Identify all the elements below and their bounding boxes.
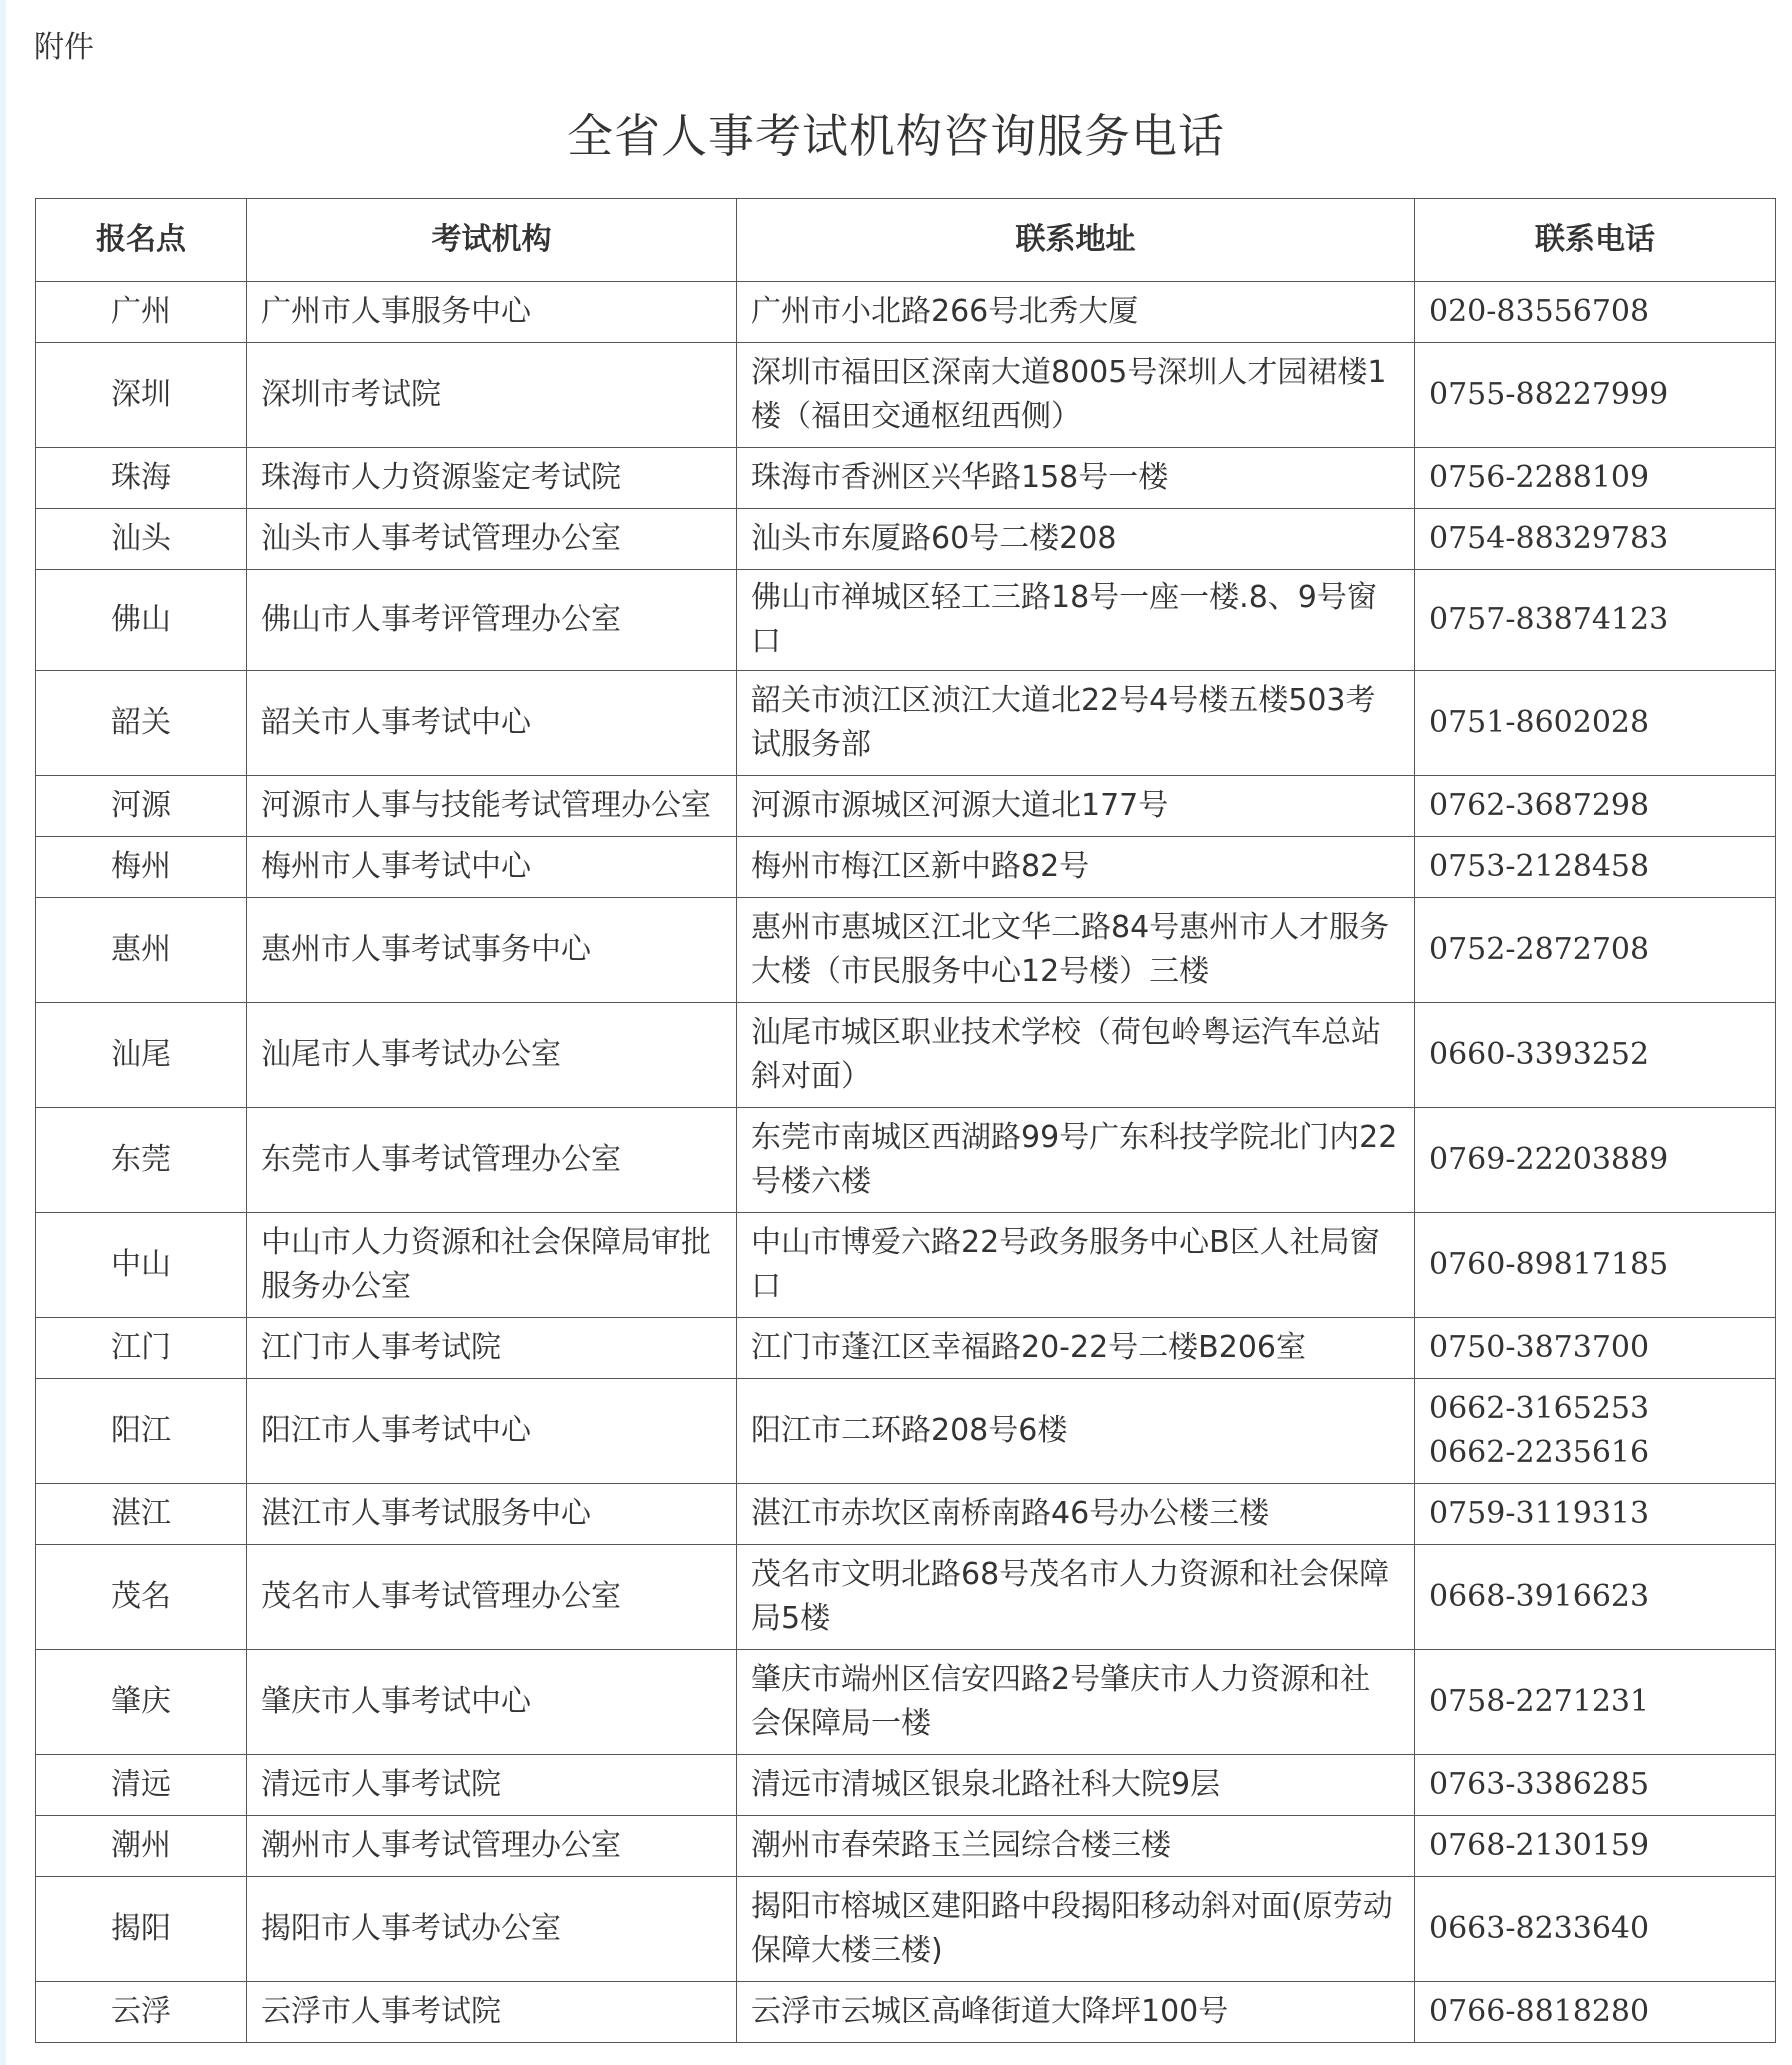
column-header-org: 考试机构 <box>247 199 737 282</box>
table-row <box>36 1108 1776 1213</box>
phone-number: 0751-8602028 <box>1429 705 1650 740</box>
phone-number: 0662-2235616 <box>1429 1435 1650 1470</box>
phone-number: 0766-8818280 <box>1429 1994 1650 2029</box>
phone-number: 020-83556708 <box>1429 294 1650 329</box>
cell-address: 江门市蓬江区幸福路20-22号二楼B206室 <box>737 1318 1415 1379</box>
phone-number: 0753-2128458 <box>1429 849 1650 884</box>
cell-city: 云浮 <box>36 1982 247 2043</box>
cell-organization: 阳江市人事考试中心 <box>247 1379 737 1484</box>
cell-city: 佛山 <box>36 570 247 671</box>
cell-phone <box>1415 509 1776 570</box>
cell-city: 江门 <box>36 1318 247 1379</box>
table-header-row <box>36 199 1776 282</box>
cell-phone <box>1415 1545 1776 1650</box>
cell-address: 汕尾市城区职业技术学校（荷包岭粤运汽车总站斜对面） <box>737 1003 1415 1108</box>
cell-address: 惠州市惠城区江北文华二路84号惠州市人才服务大楼（市民服务中心12号楼）三楼 <box>737 898 1415 1003</box>
cell-city: 梅州 <box>36 837 247 898</box>
phone-number: 0756-2288109 <box>1429 460 1650 495</box>
cell-organization: 肇庆市人事考试中心 <box>247 1650 737 1755</box>
cell-phone <box>1415 282 1776 343</box>
cell-phone <box>1415 570 1776 671</box>
table-row <box>36 837 1776 898</box>
cell-city: 珠海 <box>36 448 247 509</box>
phone-number: 0755-88227999 <box>1429 377 1669 412</box>
cell-phone <box>1415 1877 1776 1982</box>
phone-number: 0760-89817185 <box>1429 1247 1669 1282</box>
cell-phone <box>1415 837 1776 898</box>
cell-city: 广州 <box>36 282 247 343</box>
cell-city: 中山 <box>36 1213 247 1318</box>
cell-organization: 东莞市人事考试管理办公室 <box>247 1108 737 1213</box>
phone-number: 0762-3687298 <box>1429 788 1650 823</box>
cell-organization: 广州市人事服务中心 <box>247 282 737 343</box>
cell-address: 汕头市东厦路60号二楼208 <box>737 509 1415 570</box>
cell-organization: 潮州市人事考试管理办公室 <box>247 1816 737 1877</box>
cell-address: 肇庆市端州区信安四路2号肇庆市人力资源和社会保障局一楼 <box>737 1650 1415 1755</box>
cell-city: 深圳 <box>36 343 247 448</box>
phone-number: 0754-88329783 <box>1429 521 1669 556</box>
table-row <box>36 509 1776 570</box>
cell-city: 茂名 <box>36 1545 247 1650</box>
cell-address: 清远市清城区银泉北路社科大院9层 <box>737 1755 1415 1816</box>
cell-address: 东莞市南城区西湖路99号广东科技学院北门内22号楼六楼 <box>737 1108 1415 1213</box>
attachment-label: 附件 <box>34 30 94 65</box>
cell-city: 韶关 <box>36 671 247 776</box>
table-row <box>36 1816 1776 1877</box>
phone-number: 0662-3165253 <box>1429 1391 1650 1426</box>
column-header-city: 报名点 <box>36 199 247 282</box>
cell-address: 韶关市浈江区浈江大道北22号4号楼五楼503考试服务部 <box>737 671 1415 776</box>
cell-phone <box>1415 1755 1776 1816</box>
cell-address: 深圳市福田区深南大道8005号深圳人才园裙楼1楼（福田交通枢纽西侧） <box>737 343 1415 448</box>
cell-address: 梅州市梅江区新中路82号 <box>737 837 1415 898</box>
cell-phone <box>1415 1108 1776 1213</box>
cell-city: 河源 <box>36 776 247 837</box>
column-header-phone: 联系电话 <box>1415 199 1776 282</box>
cell-address: 湛江市赤坎区南桥南路46号办公楼三楼 <box>737 1484 1415 1545</box>
cell-organization: 清远市人事考试院 <box>247 1755 737 1816</box>
table-row <box>36 1484 1776 1545</box>
cell-organization: 揭阳市人事考试办公室 <box>247 1877 737 1982</box>
cell-address: 揭阳市榕城区建阳路中段揭阳移动斜对面(原劳动保障大楼三楼) <box>737 1877 1415 1982</box>
cell-address: 佛山市禅城区轻工三路18号一座一楼.8、9号窗口 <box>737 570 1415 671</box>
cell-organization: 梅州市人事考试中心 <box>247 837 737 898</box>
column-header-address: 联系地址 <box>737 199 1415 282</box>
phone-number: 0750-3873700 <box>1429 1330 1650 1365</box>
table-row <box>36 1379 1776 1484</box>
cell-city: 潮州 <box>36 1816 247 1877</box>
cell-organization: 佛山市人事考评管理办公室 <box>247 570 737 671</box>
left-edge-strip <box>0 0 6 2065</box>
cell-city: 揭阳 <box>36 1877 247 1982</box>
table-body <box>36 282 1776 2043</box>
consultation-phone-table <box>35 198 1776 2043</box>
table-row <box>36 671 1776 776</box>
cell-city: 肇庆 <box>36 1650 247 1755</box>
cell-phone <box>1415 1484 1776 1545</box>
cell-organization: 珠海市人力资源鉴定考试院 <box>247 448 737 509</box>
table-row <box>36 570 1776 671</box>
phone-number: 0757-83874123 <box>1429 602 1669 637</box>
cell-address: 广州市小北路266号北秀大厦 <box>737 282 1415 343</box>
phone-number: 0768-2130159 <box>1429 1828 1650 1863</box>
page-title: 全省人事考试机构咨询服务电话 <box>567 109 1225 163</box>
cell-phone <box>1415 776 1776 837</box>
table-row <box>36 898 1776 1003</box>
phone-number: 0763-3386285 <box>1429 1767 1650 1802</box>
cell-city: 汕头 <box>36 509 247 570</box>
cell-address: 潮州市春荣路玉兰园综合楼三楼 <box>737 1816 1415 1877</box>
table-row <box>36 343 1776 448</box>
phone-number: 0663-8233640 <box>1429 1911 1650 1946</box>
phone-number: 0759-3119313 <box>1429 1496 1650 1531</box>
table-row <box>36 1003 1776 1108</box>
cell-address: 河源市源城区河源大道北177号 <box>737 776 1415 837</box>
cell-phone <box>1415 448 1776 509</box>
cell-phone <box>1415 898 1776 1003</box>
cell-phone <box>1415 1816 1776 1877</box>
cell-phone <box>1415 1213 1776 1318</box>
cell-phone <box>1415 671 1776 776</box>
cell-organization: 云浮市人事考试院 <box>247 1982 737 2043</box>
table-row <box>36 448 1776 509</box>
cell-organization: 茂名市人事考试管理办公室 <box>247 1545 737 1650</box>
table-row <box>36 1755 1776 1816</box>
table-row <box>36 1877 1776 1982</box>
cell-city: 湛江 <box>36 1484 247 1545</box>
cell-organization: 湛江市人事考试服务中心 <box>247 1484 737 1545</box>
cell-address: 云浮市云城区高峰街道大降坪100号 <box>737 1982 1415 2043</box>
cell-organization: 汕头市人事考试管理办公室 <box>247 509 737 570</box>
cell-phone <box>1415 1982 1776 2043</box>
cell-organization: 江门市人事考试院 <box>247 1318 737 1379</box>
cell-phone <box>1415 1379 1776 1484</box>
cell-phone <box>1415 1650 1776 1755</box>
cell-address: 珠海市香洲区兴华路158号一楼 <box>737 448 1415 509</box>
cell-city: 阳江 <box>36 1379 247 1484</box>
cell-phone <box>1415 1318 1776 1379</box>
cell-city: 惠州 <box>36 898 247 1003</box>
phone-number: 0668-3916623 <box>1429 1579 1650 1614</box>
table-row <box>36 1213 1776 1318</box>
cell-address: 中山市博爱六路22号政务服务中心B区人社局窗口 <box>737 1213 1415 1318</box>
cell-city: 汕尾 <box>36 1003 247 1108</box>
cell-city: 清远 <box>36 1755 247 1816</box>
cell-phone <box>1415 343 1776 448</box>
table-row <box>36 282 1776 343</box>
cell-organization: 韶关市人事考试中心 <box>247 671 737 776</box>
table-row <box>36 1982 1776 2043</box>
cell-organization: 深圳市考试院 <box>247 343 737 448</box>
cell-organization: 河源市人事与技能考试管理办公室 <box>247 776 737 837</box>
cell-organization: 汕尾市人事考试办公室 <box>247 1003 737 1108</box>
table-row <box>36 1318 1776 1379</box>
cell-phone <box>1415 1003 1776 1108</box>
cell-address: 茂名市文明北路68号茂名市人力资源和社会保障局5楼 <box>737 1545 1415 1650</box>
phone-number: 0758-2271231 <box>1429 1684 1650 1719</box>
cell-organization: 中山市人力资源和社会保障局审批服务办公室 <box>247 1213 737 1318</box>
cell-organization: 惠州市人事考试事务中心 <box>247 898 737 1003</box>
phone-number: 0769-22203889 <box>1429 1142 1669 1177</box>
table-row <box>36 1545 1776 1650</box>
cell-address: 阳江市二环路208号6楼 <box>737 1379 1415 1484</box>
table-row <box>36 776 1776 837</box>
phone-number: 0660-3393252 <box>1429 1037 1650 1072</box>
phone-number: 0752-2872708 <box>1429 932 1650 967</box>
cell-city: 东莞 <box>36 1108 247 1213</box>
table-row <box>36 1650 1776 1755</box>
